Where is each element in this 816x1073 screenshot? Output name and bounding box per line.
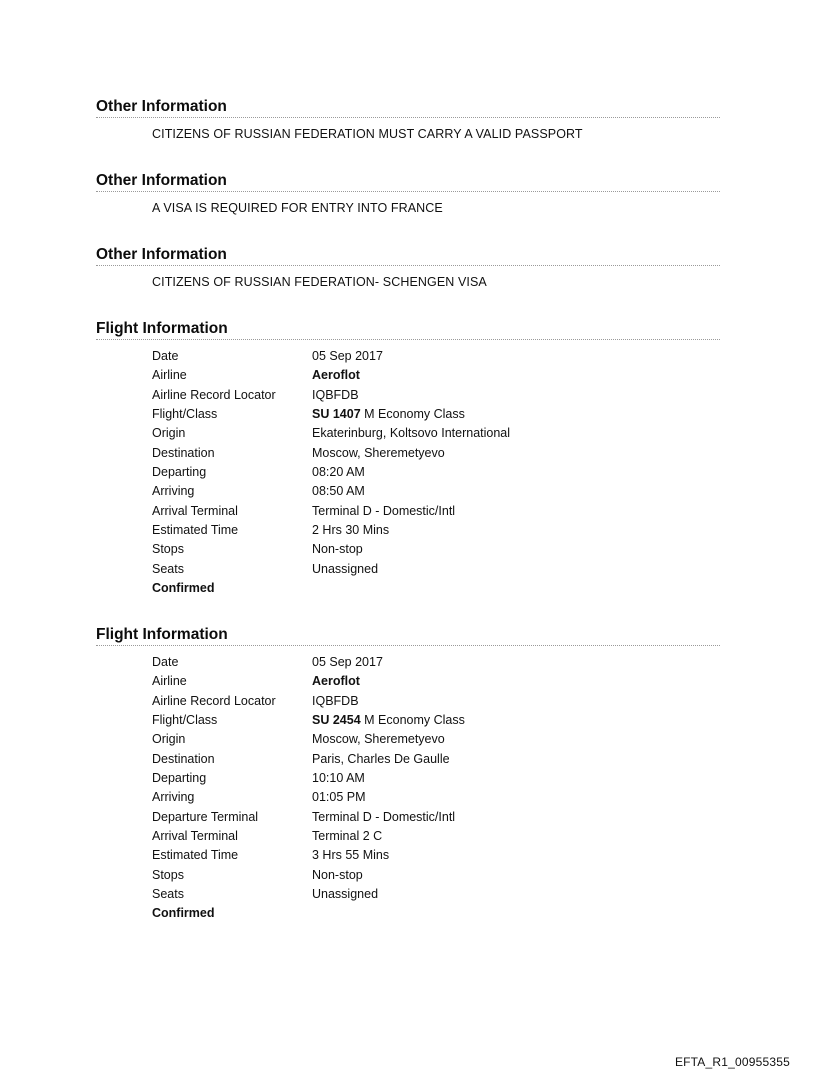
detail-row-date xyxy=(152,655,720,674)
detail-value: 10:10 AM xyxy=(312,771,365,786)
flight-class-value xyxy=(312,713,720,732)
section-title: Other Information xyxy=(96,98,720,118)
detail-value: 05 Sep 2017 xyxy=(312,655,383,669)
detail-row-arriving xyxy=(152,484,720,503)
detail-value: 05 Sep 2017 xyxy=(312,349,383,363)
detail-label: Airline xyxy=(152,368,187,383)
detail-value: 01:05 PM xyxy=(312,790,366,805)
flight-details xyxy=(152,655,720,926)
info-note: A VISA IS REQUIRED FOR ENTRY INTO FRANCE xyxy=(152,201,443,215)
detail-row-seats xyxy=(152,562,720,581)
detail-value: Terminal D - Domestic/Intl xyxy=(312,809,456,824)
detail-value: 3 Hrs 55 Mins xyxy=(312,848,390,863)
section-title: Flight Information xyxy=(96,626,720,646)
detail-row-flight-class xyxy=(152,407,720,426)
booking-class: M Economy Class xyxy=(364,407,465,422)
detail-value: Unassigned xyxy=(312,887,379,902)
detail-label: Arriving xyxy=(152,484,195,499)
detail-row-arrival-terminal xyxy=(152,504,720,523)
other-info-section xyxy=(96,98,720,142)
detail-row-flight-class xyxy=(152,713,720,732)
detail-row-date xyxy=(152,349,720,368)
detail-label: Airline Record Locator xyxy=(152,693,276,708)
detail-value: Non-stop xyxy=(312,542,363,557)
detail-value: 2 Hrs 30 Mins xyxy=(312,523,390,538)
detail-label: Destination xyxy=(152,445,215,460)
booking-status: Confirmed xyxy=(152,581,215,596)
detail-label: Origin xyxy=(152,426,186,441)
detail-value: Terminal D - Domestic/Intl xyxy=(312,503,456,518)
detail-label: Destination xyxy=(152,751,215,766)
detail-value: 08:20 AM xyxy=(312,465,365,480)
detail-row-estimated-time xyxy=(152,848,720,867)
detail-row-origin xyxy=(152,732,720,751)
detail-label: Seats xyxy=(152,887,184,902)
detail-row-airline xyxy=(152,368,720,387)
detail-label: Departure Terminal xyxy=(152,809,259,824)
detail-label: Stops xyxy=(152,867,184,882)
detail-label: Estimated Time xyxy=(152,848,239,863)
detail-value: Ekaterinburg, Koltsovo International xyxy=(312,426,511,441)
detail-row-destination xyxy=(152,446,720,465)
detail-label: Arrival Terminal xyxy=(152,829,238,844)
flight-info-section xyxy=(96,626,720,926)
detail-value: 08:50 AM xyxy=(312,484,365,499)
detail-row-arrival-terminal xyxy=(152,829,720,848)
booking-status: Confirmed xyxy=(152,906,215,921)
info-note: CITIZENS OF RUSSIAN FEDERATION MUST CARRY A VALID PASSPORT xyxy=(152,127,583,141)
detail-label: Estimated Time xyxy=(152,523,239,538)
detail-value: Non-stop xyxy=(312,867,363,882)
flight-info-section xyxy=(96,320,720,600)
detail-label: Flight/Class xyxy=(152,713,218,728)
detail-row-record-locator xyxy=(152,694,720,713)
detail-value: Terminal 2 C xyxy=(312,829,383,844)
section-title: Flight Information xyxy=(96,320,720,340)
detail-label: Airline xyxy=(152,674,187,689)
detail-value: Unassigned xyxy=(312,561,379,576)
flight-details xyxy=(152,349,720,600)
booking-class: M Economy Class xyxy=(364,713,465,728)
detail-label: Departing xyxy=(152,465,207,480)
airline-name: Aeroflot xyxy=(312,674,360,689)
detail-row-record-locator xyxy=(152,388,720,407)
detail-label: Date xyxy=(152,655,179,669)
section-title: Other Information xyxy=(96,246,720,266)
detail-row-stops xyxy=(152,542,720,561)
detail-label: Arriving xyxy=(152,790,195,805)
flight-number: SU 2454 xyxy=(312,713,361,728)
detail-label: Arrival Terminal xyxy=(152,503,238,518)
detail-row-departing xyxy=(152,771,720,790)
detail-row-stops xyxy=(152,868,720,887)
detail-value: Paris, Charles De Gaulle xyxy=(312,751,450,766)
detail-label: Airline Record Locator xyxy=(152,387,276,402)
detail-row-arriving xyxy=(152,790,720,809)
detail-row-origin xyxy=(152,426,720,445)
flight-number: SU 1407 xyxy=(312,407,361,422)
detail-row-destination xyxy=(152,752,720,771)
other-info-section xyxy=(96,246,720,290)
other-info-section xyxy=(96,172,720,216)
detail-label: Departing xyxy=(152,771,207,786)
detail-row-seats xyxy=(152,887,720,906)
flight-class-value xyxy=(312,407,720,426)
detail-label: Flight/Class xyxy=(152,407,218,422)
record-locator: IQBFDB xyxy=(312,693,359,708)
detail-row-departure-terminal xyxy=(152,810,720,829)
record-locator: IQBFDB xyxy=(312,387,359,402)
airline-name: Aeroflot xyxy=(312,368,360,383)
detail-row-airline xyxy=(152,674,720,693)
detail-row-departing xyxy=(152,465,720,484)
detail-row-estimated-time xyxy=(152,523,720,542)
detail-value: Moscow, Sheremetyevo xyxy=(312,732,445,747)
detail-label: Seats xyxy=(152,561,184,576)
info-note: CITIZENS OF RUSSIAN FEDERATION- SCHENGEN VISA xyxy=(152,275,487,289)
detail-row-status xyxy=(152,581,720,600)
detail-value: Moscow, Sheremetyevo xyxy=(312,445,445,460)
section-title: Other Information xyxy=(96,172,720,192)
detail-label: Stops xyxy=(152,542,184,557)
detail-label: Date xyxy=(152,349,179,363)
document-id: EFTA_R1_00955355 xyxy=(674,1055,790,1069)
detail-label: Origin xyxy=(152,732,186,747)
detail-row-status xyxy=(152,906,720,925)
